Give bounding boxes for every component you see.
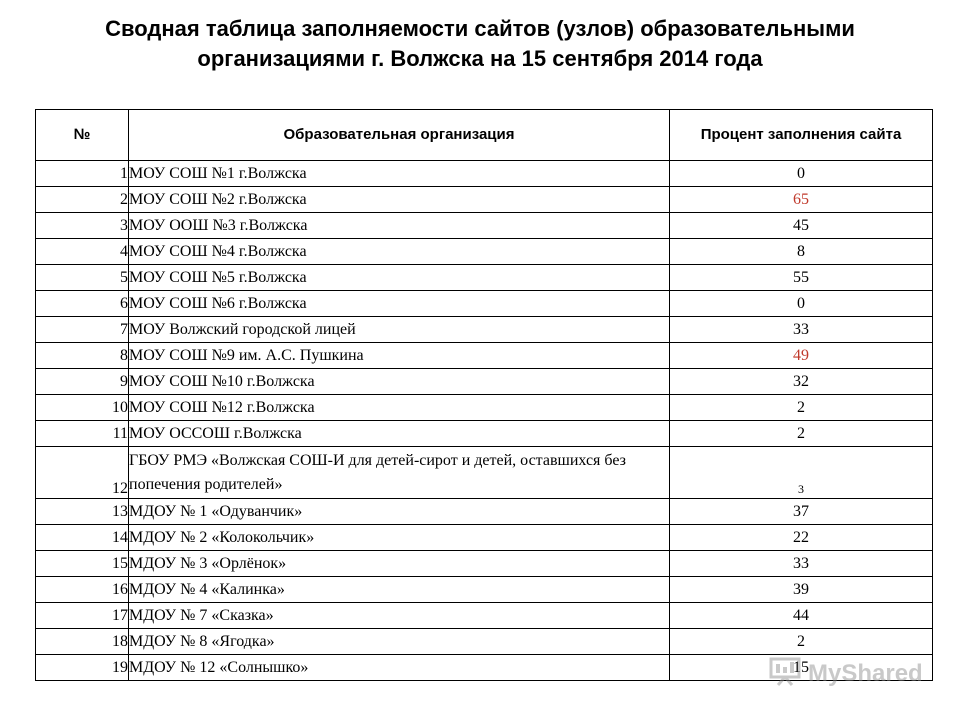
page-title-line-2: организациями г. Волжска на 15 сентября 2014 года (197, 46, 763, 71)
row-organization: ГБОУ РМЭ «Волжская СОШ-И для детей-сирот и детей, оставшихся без попечения родителей» (129, 447, 670, 499)
row-number: 1 (36, 161, 129, 187)
table-row (36, 525, 933, 551)
row-organization: МОУ СОШ №10 г.Волжска (129, 369, 670, 395)
row-percent: 2 (670, 629, 933, 655)
row-percent: 8 (670, 239, 933, 265)
row-organization: МДОУ № 4 «Калинка» (129, 577, 670, 603)
row-percent: 39 (670, 577, 933, 603)
row-organization: МОУ СОШ №12 г.Волжска (129, 395, 670, 421)
table-row (36, 499, 933, 525)
row-percent: 49 (670, 343, 933, 369)
row-percent: 2 (670, 395, 933, 421)
header-number: № (36, 110, 129, 161)
row-number: 12 (36, 447, 129, 499)
table-row (36, 395, 933, 421)
table-header-row (36, 110, 933, 161)
row-number: 7 (36, 317, 129, 343)
page-title-line-1: Сводная таблица заполняемости сайтов (узлов) образовательными (105, 16, 855, 41)
row-number: 10 (36, 395, 129, 421)
row-organization: МДОУ № 1 «Одуванчик» (129, 499, 670, 525)
row-number: 15 (36, 551, 129, 577)
row-number: 14 (36, 525, 129, 551)
row-organization: МОУ ОССОШ г.Волжска (129, 421, 670, 447)
table-row (36, 317, 933, 343)
row-organization: МДОУ № 12 «Солнышко» (129, 655, 670, 681)
table-row (36, 369, 933, 395)
row-percent: 37 (670, 499, 933, 525)
table-row (36, 291, 933, 317)
row-percent: 44 (670, 603, 933, 629)
table-body (36, 161, 933, 681)
row-percent: 45 (670, 213, 933, 239)
row-organization: МОУ СОШ №9 им. А.С. Пушкина (129, 343, 670, 369)
row-number: 9 (36, 369, 129, 395)
summary-table (35, 109, 933, 681)
row-organization: МОУ СОШ №5 г.Волжска (129, 265, 670, 291)
table-row (36, 421, 933, 447)
row-organization: МОУ Волжский городской лицей (129, 317, 670, 343)
row-organization: МОУ ООШ №3 г.Волжска (129, 213, 670, 239)
row-organization: МОУ СОШ №6 г.Волжска (129, 291, 670, 317)
row-organization: МОУ СОШ №1 г.Волжска (129, 161, 670, 187)
row-number: 19 (36, 655, 129, 681)
header-organization: Образовательная организация (129, 110, 670, 161)
page-title (0, 14, 960, 74)
row-organization: МОУ СОШ №2 г.Волжска (129, 187, 670, 213)
row-percent: 33 (670, 317, 933, 343)
presentation-board-icon (768, 656, 802, 693)
row-percent: 32 (670, 369, 933, 395)
row-percent: 3 (670, 447, 933, 499)
table-row (36, 239, 933, 265)
row-percent: 2 (670, 421, 933, 447)
row-percent: 65 (670, 187, 933, 213)
table-row (36, 629, 933, 655)
row-organization: МОУ СОШ №4 г.Волжска (129, 239, 670, 265)
table-row (36, 343, 933, 369)
row-number: 3 (36, 213, 129, 239)
row-organization: МДОУ № 2 «Колокольчик» (129, 525, 670, 551)
row-percent: 0 (670, 291, 933, 317)
table-row (36, 603, 933, 629)
row-number: 11 (36, 421, 129, 447)
row-number: 16 (36, 577, 129, 603)
row-number: 5 (36, 265, 129, 291)
row-percent: 15 (670, 655, 933, 681)
table-row (36, 187, 933, 213)
table-row (36, 551, 933, 577)
watermark-text: MyShared (808, 660, 923, 687)
table-row (36, 577, 933, 603)
row-organization: МДОУ № 3 «Орлёнок» (129, 551, 670, 577)
row-number: 4 (36, 239, 129, 265)
row-percent: 0 (670, 161, 933, 187)
row-organization: МДОУ № 8 «Ягодка» (129, 629, 670, 655)
header-percent: Процент заполнения сайта (670, 110, 933, 161)
row-percent: 22 (670, 525, 933, 551)
table-row (36, 265, 933, 291)
row-percent: 33 (670, 551, 933, 577)
row-number: 8 (36, 343, 129, 369)
row-percent: 55 (670, 265, 933, 291)
table-row (36, 447, 933, 499)
table-row (36, 213, 933, 239)
row-number: 18 (36, 629, 129, 655)
table-row (36, 161, 933, 187)
row-number: 6 (36, 291, 129, 317)
row-organization: МДОУ № 7 «Сказка» (129, 603, 670, 629)
watermark (768, 656, 928, 692)
row-number: 2 (36, 187, 129, 213)
row-number: 13 (36, 499, 129, 525)
row-number: 17 (36, 603, 129, 629)
